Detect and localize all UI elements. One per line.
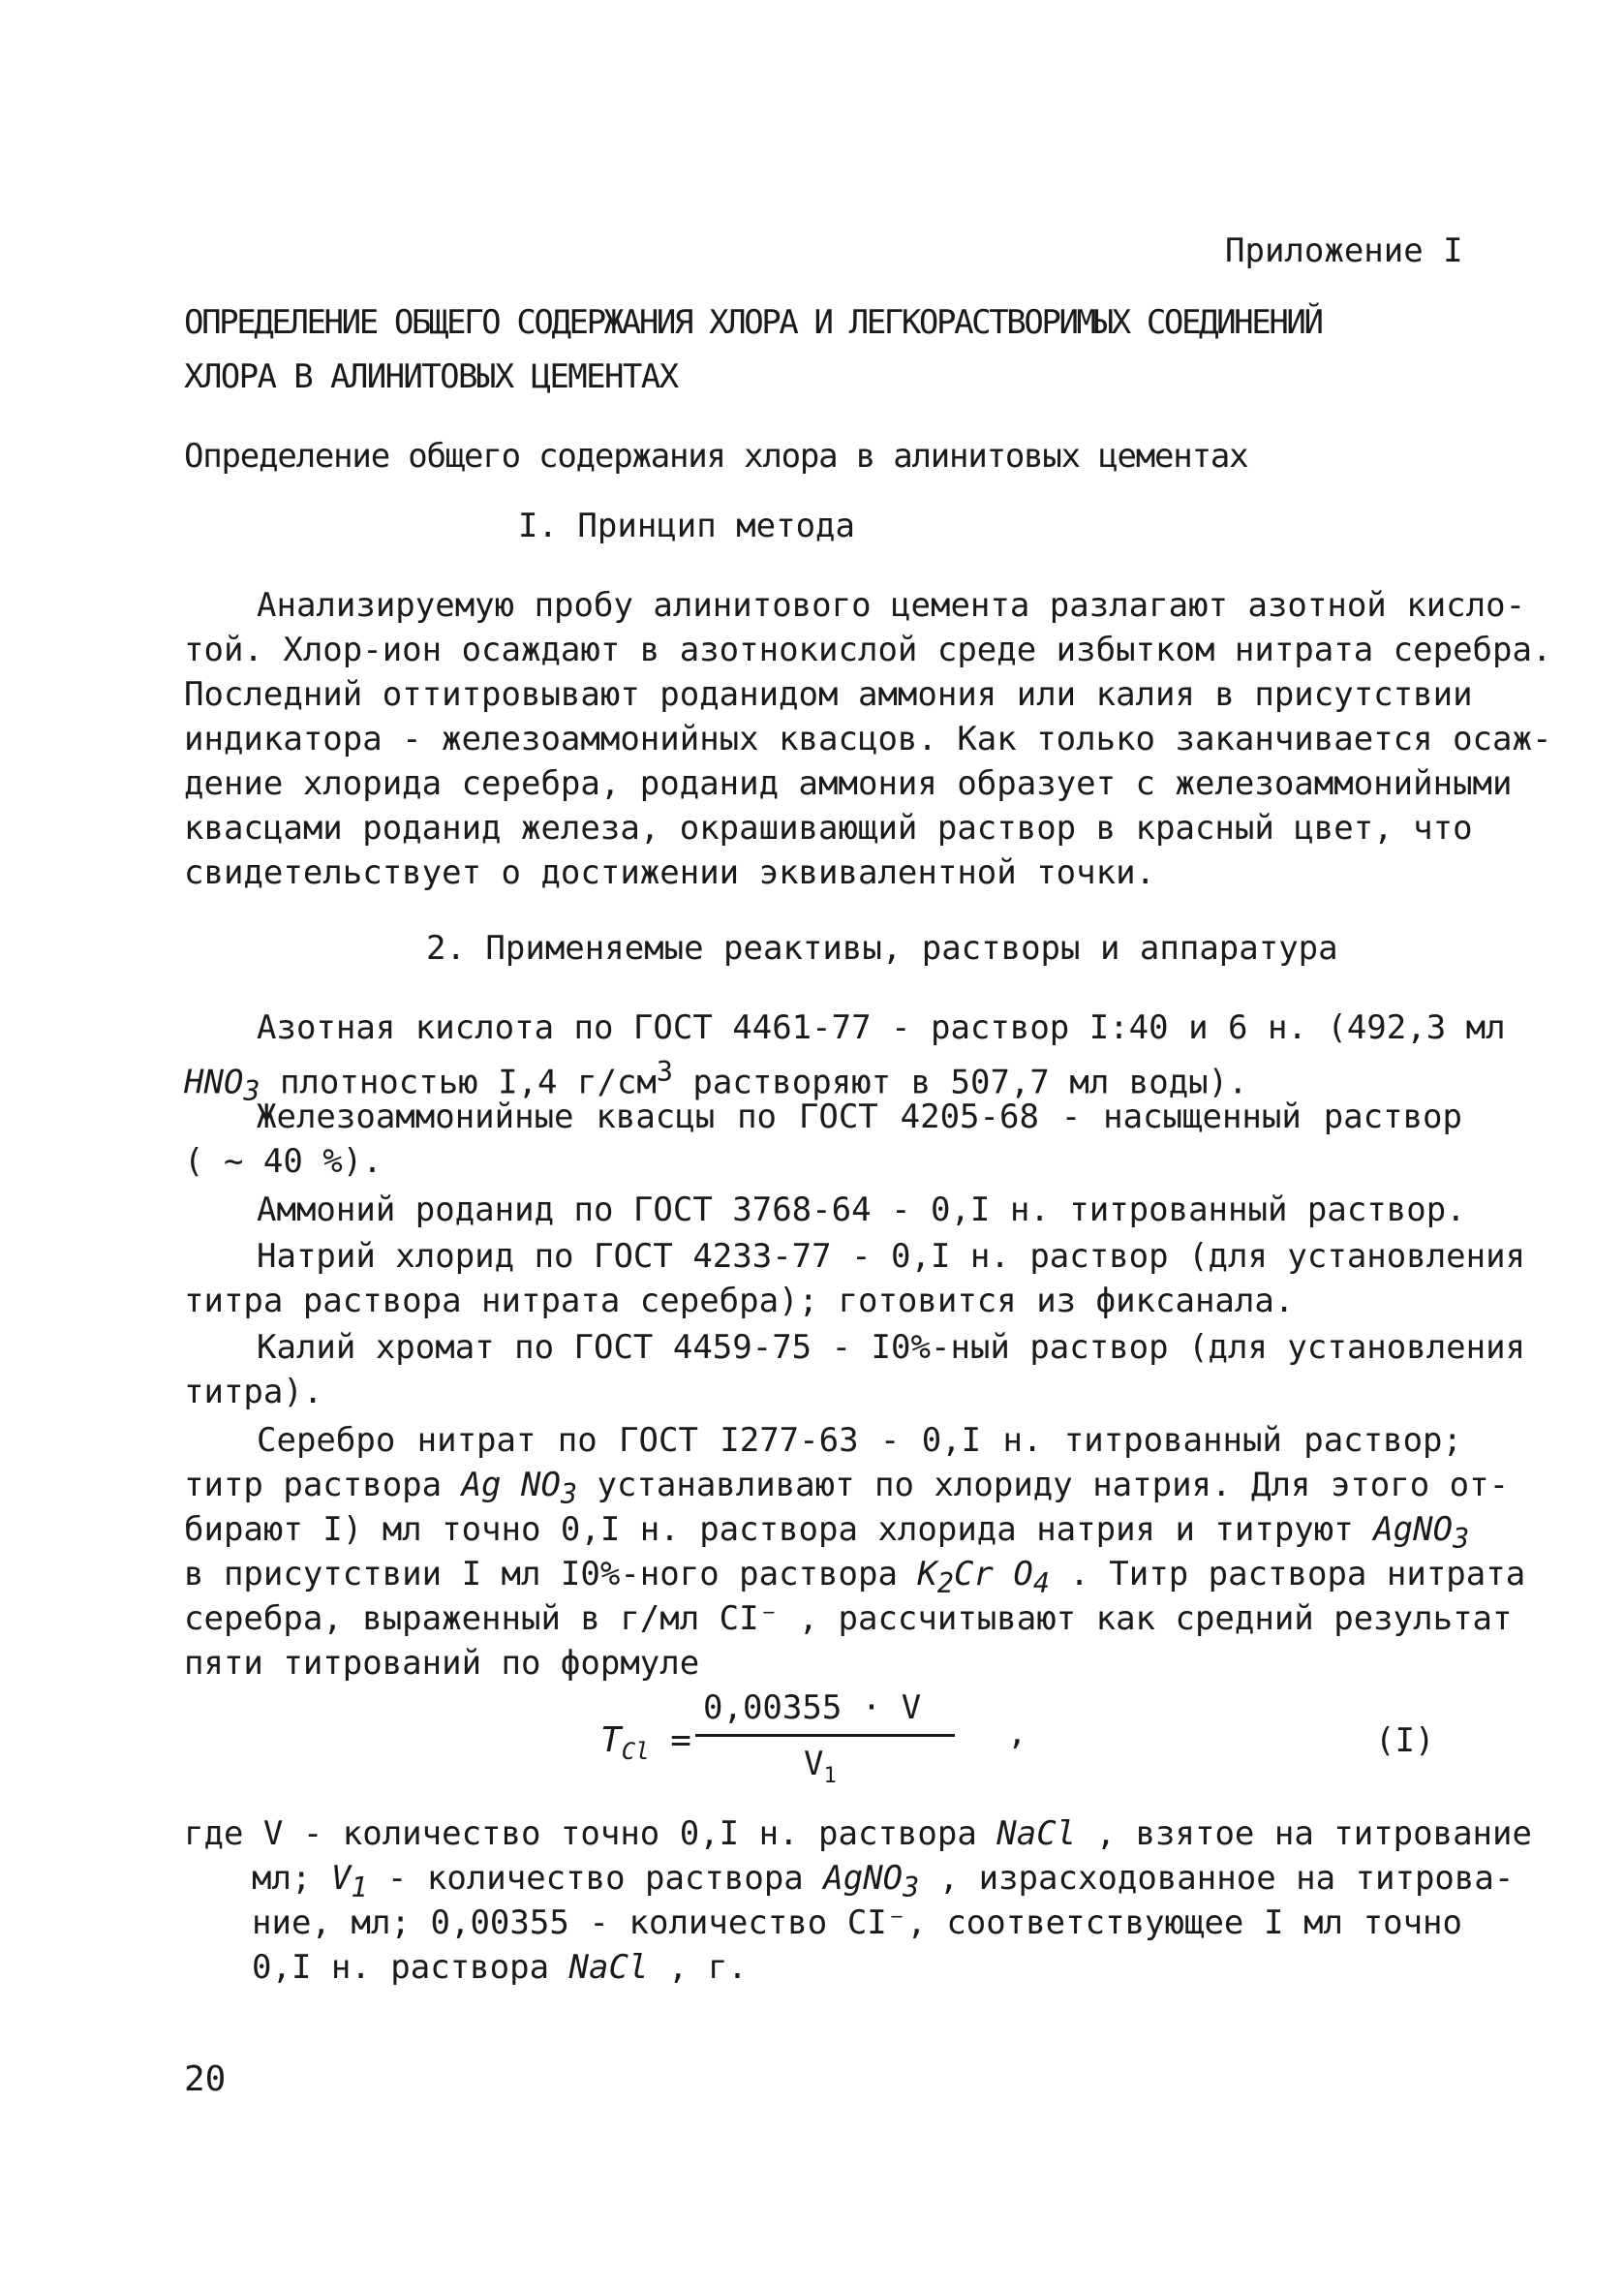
v1-subscript: 1 [351, 1871, 368, 1903]
nitric-acid-line-1: Азотная кислота по ГОСТ 4461-77 - раствор I:40 и 6 н. (492,3 мл [257, 1008, 1506, 1047]
explanation-text: , г. [648, 1948, 748, 1987]
sodium-chloride-line-2: титра раствора нитрата серебра); готовится из фиксанала. [184, 1282, 1295, 1320]
document-title-line-1: ОПРЕДЕЛЕНИЕ ОБЩЕГО СОДЕРЖАНИЯ ХЛОРА И ЛЕГКОРАСТВОРИМЫХ СОЕДИНЕНИЙ [184, 303, 1322, 342]
formula-number: (I) [1375, 1721, 1435, 1760]
agno3-formula: AgNO [823, 1859, 904, 1898]
agno3-formula: AgNO [1373, 1510, 1454, 1549]
section-1-line: той. Хлор-ион осаждают в азотнокислой среде избытком нитрата серебра. [184, 631, 1552, 669]
agno3-subscript: 3 [560, 1477, 577, 1510]
subtitle: Определение общего содержания хлора в алинитовых цементах [184, 437, 1248, 476]
alum-line-1: Железоаммонийные квасцы по ГОСТ 4205-68 - насыщенный раствор [257, 1098, 1462, 1136]
section-1-line: свидетельствует о достижении эквивалентной точки. [184, 853, 1156, 892]
formula-v1-subscript: 1 [823, 1763, 837, 1788]
formula-t-subscript: Cl [621, 1738, 650, 1766]
cm3-superscript: 3 [656, 1056, 673, 1088]
sodium-chloride-line-1: Натрий хлорид по ГОСТ 4233-77 - 0,I н. раствор (для установления [257, 1237, 1526, 1276]
formula-comma: , [1007, 1714, 1027, 1752]
explanation-line-2 [252, 1858, 1515, 1908]
formula-t: T [600, 1720, 622, 1760]
appendix-label: Приложение I [1225, 232, 1463, 270]
k2cro4-formula-cr: Cr O [953, 1555, 1033, 1593]
nitric-acid-text: плотностью I,4 г/см [260, 1063, 657, 1102]
explanation-text: , взятое на титрование [1076, 1814, 1532, 1853]
v1-symbol: V [330, 1859, 352, 1898]
formula-fraction-bar [695, 1734, 955, 1737]
section-1-line: Анализируемую пробу алинитового цемента разлагают азотной кисло- [257, 586, 1526, 625]
potassium-chromate-line-2: титра). [184, 1373, 323, 1411]
formula-denominator [804, 1744, 837, 1797]
silver-nitrate-line-4 [184, 1554, 1526, 1604]
hno3-subscript: 3 [243, 1075, 260, 1108]
section-2-heading: 2. Применяемые реактивы, растворы и аппаратура [426, 929, 1338, 968]
silver-nitrate-line-2 [184, 1465, 1510, 1515]
hno3-formula: HNO [184, 1063, 244, 1102]
explanation-text: где V - количество точно 0,I н. раствора [184, 1814, 997, 1853]
formula-v1: V [804, 1745, 824, 1783]
formula-lhs [600, 1720, 691, 1772]
section-1-line: квасцами роданид железа, окрашивающий раствор в красный цвет, что [184, 809, 1473, 848]
section-1-line: индикатора - железоаммонийных квасцов. Как только заканчивается осаж- [184, 720, 1552, 758]
agno3-formula: Ag NO [461, 1466, 561, 1504]
explanation-line-4 [252, 1947, 748, 1988]
k2cro4-formula: K [917, 1555, 937, 1593]
silver-text: титр раствора [184, 1466, 462, 1504]
silver-text: . Титр раствора нитрата [1049, 1555, 1526, 1593]
document-title-line-2: ХЛОРА В АЛИНИТОВЫХ ЦЕМЕНТАХ [184, 357, 678, 396]
silver-nitrate-line-5: серебра, выраженный в г/мл CI⁻ , рассчитывают как средний результат [184, 1599, 1513, 1638]
explanation-text: , израсходованное на титрова- [919, 1859, 1515, 1898]
nacl-formula: NaCl [996, 1814, 1077, 1853]
explanation-text: 0,I н. раствора [252, 1948, 569, 1987]
ammonium-thiocyanate-line: Аммоний роданид по ГОСТ 3768-64 - 0,I н. титрованный раствор. [257, 1191, 1466, 1229]
explanation-line-3: ние, мл; 0,00355 - количество CI⁻, соответствующее I мл точно [252, 1903, 1462, 1942]
section-1-heading: I. Принцип метода [518, 507, 855, 545]
explanation-line-1 [184, 1813, 1532, 1854]
alum-line-2: ( ~ 40 %). [184, 1142, 383, 1181]
k2cro4-subscript-4: 4 [1032, 1566, 1050, 1599]
section-1-line: Последний оттитровывают роданидом аммония или калия в присутствии [184, 675, 1473, 714]
formula-numerator: 0,00355 · V [703, 1688, 922, 1727]
silver-nitrate-line-1: Серебро нитрат по ГОСТ I277-63 - 0,I н. титрованный раствор; [257, 1421, 1462, 1460]
section-1-line: дение хлорида серебра, роданид аммония образует с железоаммонийными [184, 764, 1513, 803]
nacl-formula: NaCl [568, 1948, 649, 1987]
agno3-subscript: 3 [903, 1871, 920, 1903]
potassium-chromate-line-1: Калий хромат по ГОСТ 4459-75 - I0%-ный раствор (для установления [257, 1328, 1526, 1367]
agno3-subscript: 3 [1453, 1522, 1470, 1555]
silver-nitrate-line-6: пяти титрований по формуле [184, 1644, 700, 1683]
page-number: 20 [184, 2059, 227, 2099]
silver-text: бирают I) мл точно 0,I н. раствора хлорида натрия и титруют [184, 1510, 1374, 1549]
k2cro4-subscript-2: 2 [936, 1566, 954, 1599]
silver-text: в присутствии I мл I0%-ного раствора [184, 1555, 918, 1593]
silver-text: устанавливают по хлориду натрия. Для этого от- [577, 1466, 1510, 1504]
explanation-text: - количество раствора [367, 1859, 824, 1898]
nitric-acid-text-end: растворяют в 507,7 мл воды). [672, 1063, 1248, 1102]
silver-nitrate-line-3 [184, 1509, 1470, 1560]
explanation-text: мл; [252, 1859, 331, 1898]
formula-equals: = [649, 1720, 691, 1760]
